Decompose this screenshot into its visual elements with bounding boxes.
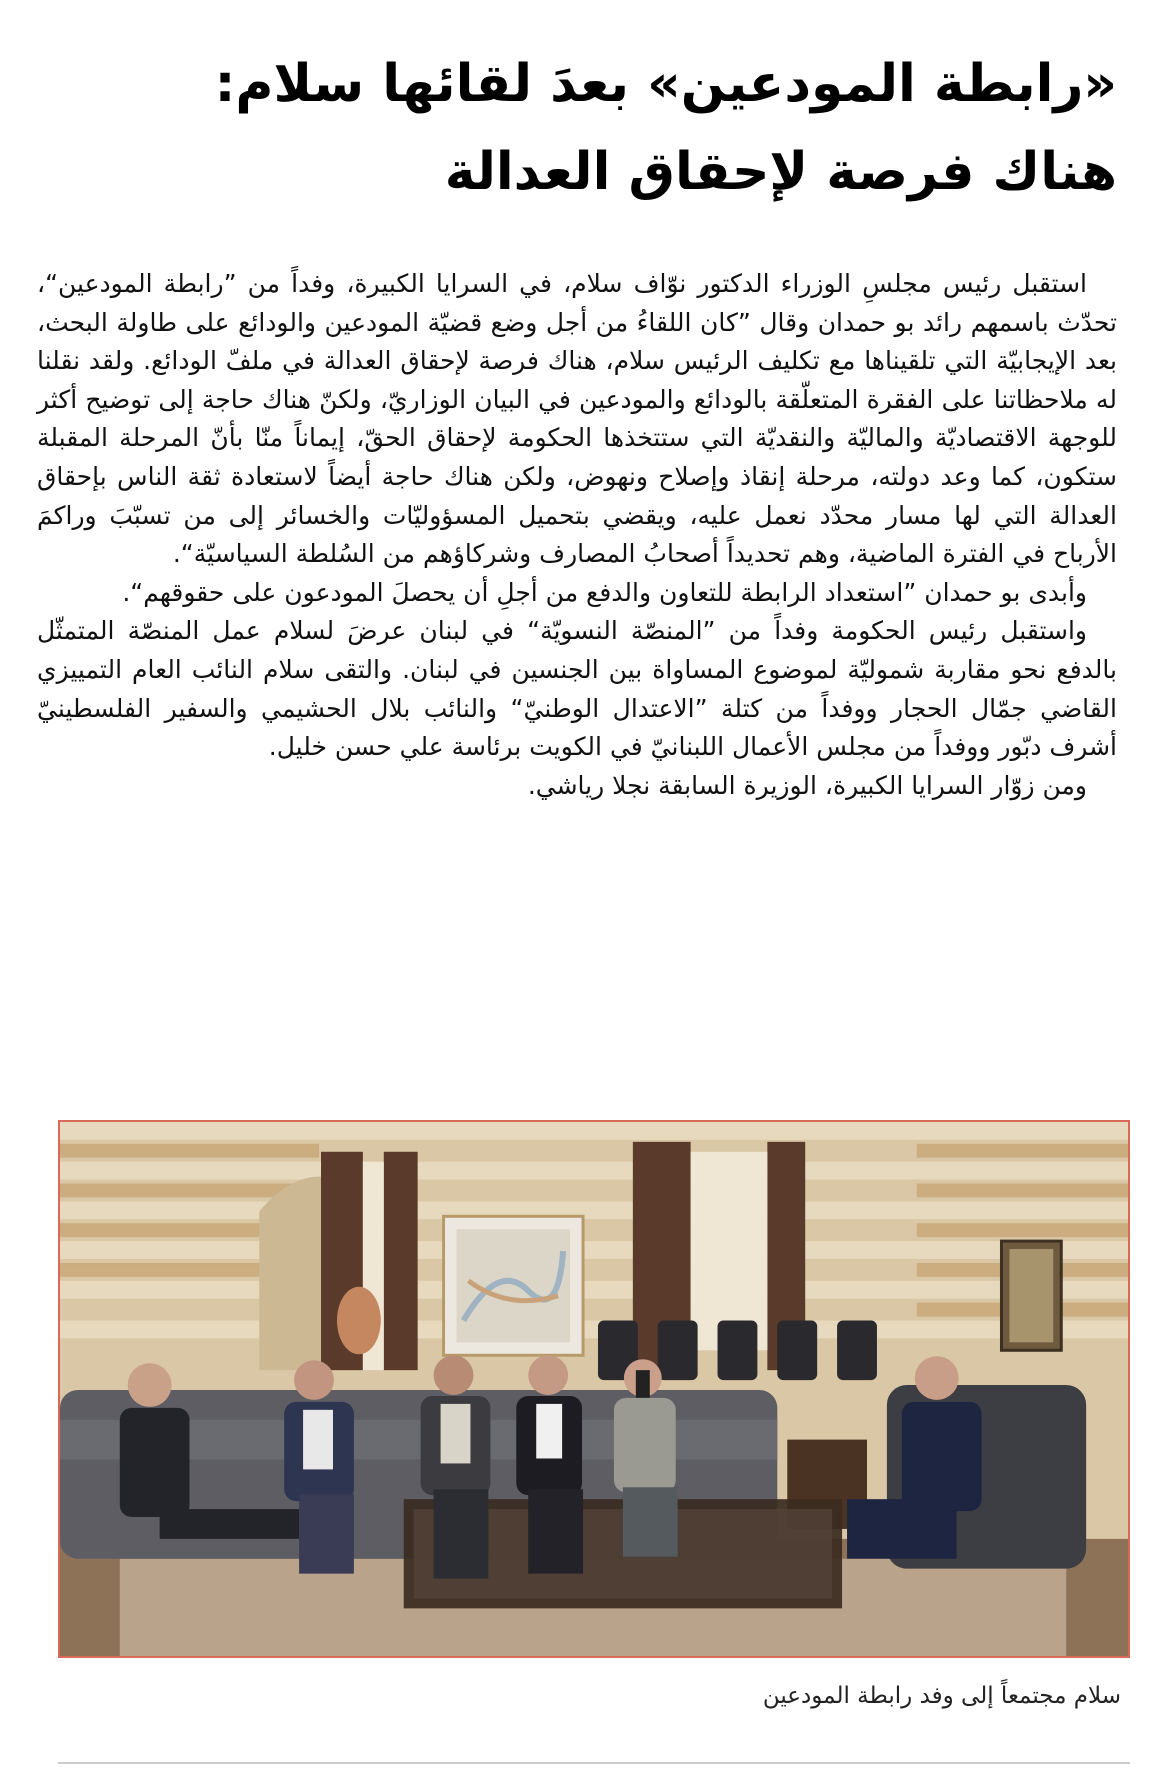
paragraph-3: واستقبل رئيس الحكومة وفداً من ”المنصّة النسويّة“ في لبنان عرضَ لسلام عمل المنصّة المتمثّل بالدفع نحو مقاربة شموليّة لموضوع المساواة بين الجنسين في لبنان. والتقى سلام النائب العام التمييزي القاضي جمّال الحجار ووفداً من كتلة ”الاعتدال الوطنيّ“ والنائب بلال الحشيمي والسفير الفلسطينيّ أشرف دبّور ووفداً من مجلس الأعمال اللبنانيّ في الكويت برئاسة علي حسن خليل. bbox=[37, 616, 1117, 762]
meeting-photo-illustration bbox=[60, 1122, 1128, 1656]
article-headline bbox=[37, 40, 1117, 216]
paragraph-4: ومن زوّار السرايا الكبيرة، الوزيرة السابقة نجلا رياشي. bbox=[527, 770, 1087, 800]
headline-line-2: هناك فرصة لإحقاق العدالة bbox=[444, 142, 1117, 202]
meeting-photo bbox=[58, 1120, 1130, 1658]
paragraph-1: استقبل رئيس مجلسِ الوزراء الدكتور نوّاف سلام، في السرايا الكبيرة، وفداً من ”رابطة المودعين“، تحدّث باسمهم رائد بو حمدان وقال ”كان اللقاءُ من أجل وضع قضيّة المودعين والودائع على طاولة البحث، بعد الإيجابيّة التي تلقيناها مع تكليف الرئيس سلام، هناك فرصة لإحقاق العدالة في ملفّ الودائع. ولقد نقلنا له ملاحظاتنا على الفقرة المتعلّقة بالودائع والمودعين في البيان الوزاريّ، ولكنّ هناك حاجة إلى توضيح أكثر للوجهة الاقتصاديّة والماليّة والنقديّة التي ستتخذها الحكومة لإحقاق الحقّ، إيماناً منّا بأنّ المرحلة المقبلة ستكون، كما وعد دولته، مرحلة إنقاذ وإصلاح ونهوض، ولكن هناك حاجة أيضاً لاستعادة ثقة الناس بإحقاق العدالة التي لها مسار محدّد نعمل عليه، ويقضي بتحميل المسؤوليّات والخسائر إلى من تسبّبَ وراكمَ الأرباح في الفترة الماضية، وهم تحديداً أصحابُ المصارف وشركاؤهم من السُلطة السياسيّة“. bbox=[37, 269, 1117, 569]
photo-caption: سلام مجتمعاً إلى وفد رابطة المودعين bbox=[762, 1683, 1121, 1709]
paragraph-2: وأبدى بو حمدان ”استعداد الرابطة للتعاون والدفع من أجلِ أن يحصلَ المودعون على حقوقهم“. bbox=[122, 577, 1087, 607]
article-body bbox=[37, 265, 1117, 805]
bottom-divider bbox=[58, 1762, 1130, 1764]
headline-line-1: «رابطة المودعين» بعدَ لقائها سلام: bbox=[214, 54, 1117, 114]
